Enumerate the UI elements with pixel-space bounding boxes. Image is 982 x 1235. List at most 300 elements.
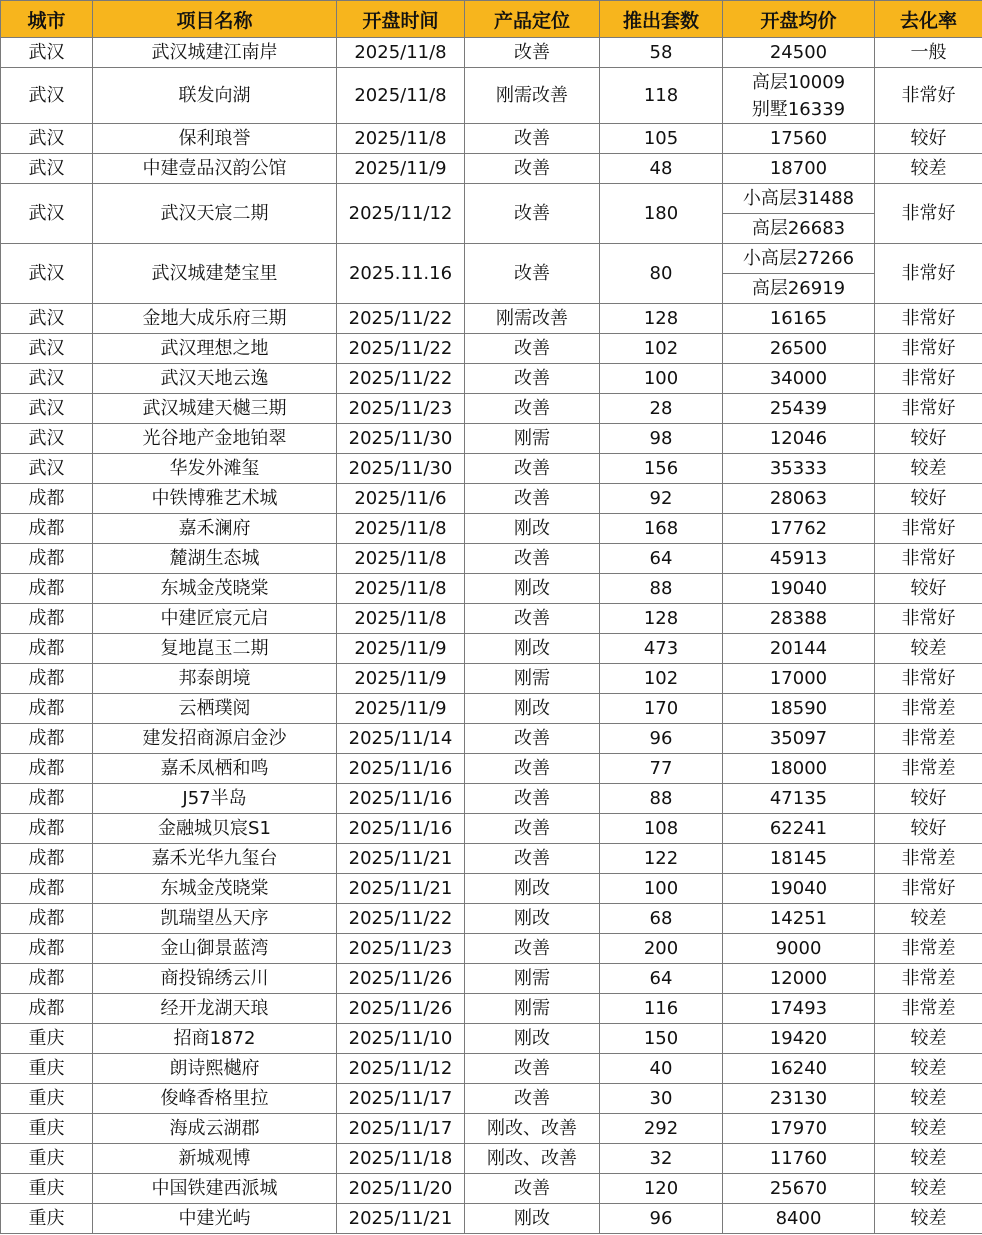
cell-sell-through: 较差 xyxy=(875,634,982,664)
table-row xyxy=(1,1204,982,1234)
cell-avg-price xyxy=(723,244,875,304)
cell-city: 武汉 xyxy=(1,154,93,184)
cell-units: 88 xyxy=(600,784,723,814)
cell-project-name: 俊峰香格里拉 xyxy=(93,1084,337,1114)
cell-units: 64 xyxy=(600,964,723,994)
cell-avg-price: 25439 xyxy=(723,394,875,424)
price-line: 小高层27266 xyxy=(723,244,874,274)
cell-project-name: 金地大成乐府三期 xyxy=(93,304,337,334)
cell-sell-through: 较差 xyxy=(875,1174,982,1204)
cell-project-name: 光谷地产金地铂翠 xyxy=(93,424,337,454)
cell-project-name: 海成云湖郡 xyxy=(93,1114,337,1144)
cell-project-name: 联发向湖 xyxy=(93,68,337,124)
cell-units: 150 xyxy=(600,1024,723,1054)
cell-units: 100 xyxy=(600,364,723,394)
cell-units: 96 xyxy=(600,1204,723,1234)
cell-units: 168 xyxy=(600,514,723,544)
cell-project-name: 招商1872 xyxy=(93,1024,337,1054)
cell-units: 40 xyxy=(600,1054,723,1084)
cell-sell-through: 较好 xyxy=(875,784,982,814)
cell-avg-price: 18145 xyxy=(723,844,875,874)
cell-units: 68 xyxy=(600,904,723,934)
table-row xyxy=(1,634,982,664)
cell-project-name: 华发外滩玺 xyxy=(93,454,337,484)
cell-avg-price: 18700 xyxy=(723,154,875,184)
cell-city: 重庆 xyxy=(1,1174,93,1204)
cell-product-type: 改善 xyxy=(465,754,600,784)
cell-units: 108 xyxy=(600,814,723,844)
cell-open-date: 2025/11/12 xyxy=(337,1054,465,1084)
cell-avg-price: 26500 xyxy=(723,334,875,364)
cell-product-type: 改善 xyxy=(465,724,600,754)
cell-city: 成都 xyxy=(1,814,93,844)
cell-units: 64 xyxy=(600,544,723,574)
cell-project-name: 中国铁建西派城 xyxy=(93,1174,337,1204)
cell-city: 成都 xyxy=(1,874,93,904)
cell-open-date: 2025/11/23 xyxy=(337,934,465,964)
cell-open-date: 2025/11/9 xyxy=(337,154,465,184)
table-row xyxy=(1,1024,982,1054)
header-city: 城市 xyxy=(1,1,93,38)
cell-product-type: 改善 xyxy=(465,844,600,874)
cell-sell-through: 非常好 xyxy=(875,304,982,334)
table-row xyxy=(1,814,982,844)
cell-city: 成都 xyxy=(1,514,93,544)
table-row xyxy=(1,454,982,484)
price-line: 高层10009 xyxy=(751,71,846,93)
cell-product-type: 刚改 xyxy=(465,514,600,544)
cell-avg-price: 12000 xyxy=(723,964,875,994)
cell-sell-through: 较差 xyxy=(875,1114,982,1144)
cell-sell-through: 非常好 xyxy=(875,68,982,124)
cell-city: 成都 xyxy=(1,964,93,994)
cell-sell-through: 较差 xyxy=(875,1144,982,1174)
cell-avg-price xyxy=(723,68,875,124)
table-row xyxy=(1,1054,982,1084)
cell-sell-through: 非常差 xyxy=(875,754,982,784)
cell-open-date: 2025/11/17 xyxy=(337,1084,465,1114)
cell-sell-through: 非常好 xyxy=(875,544,982,574)
cell-project-name: 东城金茂晓棠 xyxy=(93,574,337,604)
cell-avg-price: 18000 xyxy=(723,754,875,784)
cell-city: 成都 xyxy=(1,724,93,754)
cell-project-name: 嘉禾凤栖和鸣 xyxy=(93,754,337,784)
cell-product-type: 刚改 xyxy=(465,874,600,904)
table-row xyxy=(1,604,982,634)
table-row xyxy=(1,304,982,334)
cell-product-type: 改善 xyxy=(465,604,600,634)
cell-sell-through: 非常差 xyxy=(875,844,982,874)
cell-sell-through: 较差 xyxy=(875,904,982,934)
cell-avg-price: 24500 xyxy=(723,38,875,68)
cell-units: 180 xyxy=(600,184,723,244)
cell-product-type: 改善 xyxy=(465,814,600,844)
cell-city: 武汉 xyxy=(1,124,93,154)
cell-sell-through: 非常好 xyxy=(875,874,982,904)
cell-city: 成都 xyxy=(1,574,93,604)
cell-avg-price: 28388 xyxy=(723,604,875,634)
cell-avg-price: 28063 xyxy=(723,484,875,514)
cell-sell-through: 较好 xyxy=(875,424,982,454)
cell-open-date: 2025/11/22 xyxy=(337,904,465,934)
cell-avg-price: 23130 xyxy=(723,1084,875,1114)
cell-product-type: 刚改 xyxy=(465,904,600,934)
cell-units: 105 xyxy=(600,124,723,154)
cell-sell-through: 较好 xyxy=(875,124,982,154)
cell-product-type: 刚需改善 xyxy=(465,68,600,124)
cell-city: 成都 xyxy=(1,934,93,964)
cell-units: 118 xyxy=(600,68,723,124)
cell-project-name: 武汉天地云逸 xyxy=(93,364,337,394)
cell-avg-price: 45913 xyxy=(723,544,875,574)
cell-product-type: 刚改 xyxy=(465,634,600,664)
table-row xyxy=(1,394,982,424)
header-avg-price: 开盘均价 xyxy=(723,1,875,38)
cell-city: 武汉 xyxy=(1,424,93,454)
cell-units: 96 xyxy=(600,724,723,754)
cell-project-name: 保利琅誉 xyxy=(93,124,337,154)
cell-units: 58 xyxy=(600,38,723,68)
cell-city: 成都 xyxy=(1,664,93,694)
table-row xyxy=(1,364,982,394)
cell-open-date: 2025/11/8 xyxy=(337,38,465,68)
price-line: 高层26919 xyxy=(751,278,846,299)
cell-units: 77 xyxy=(600,754,723,784)
cell-avg-price: 34000 xyxy=(723,364,875,394)
cell-avg-price: 25670 xyxy=(723,1174,875,1204)
cell-project-name: 武汉理想之地 xyxy=(93,334,337,364)
cell-open-date: 2025/11/8 xyxy=(337,514,465,544)
cell-avg-price: 20144 xyxy=(723,634,875,664)
cell-units: 102 xyxy=(600,334,723,364)
cell-open-date: 2025/11/21 xyxy=(337,1204,465,1234)
cell-open-date: 2025/11/20 xyxy=(337,1174,465,1204)
cell-city: 重庆 xyxy=(1,1054,93,1084)
price-line: 高层26683 xyxy=(751,218,846,239)
cell-avg-price: 16165 xyxy=(723,304,875,334)
cell-units: 98 xyxy=(600,424,723,454)
cell-open-date: 2025/11/16 xyxy=(337,814,465,844)
cell-project-name: 商投锦绣云川 xyxy=(93,964,337,994)
cell-avg-price: 9000 xyxy=(723,934,875,964)
cell-sell-through: 较差 xyxy=(875,454,982,484)
cell-sell-through: 非常好 xyxy=(875,664,982,694)
cell-project-name: 复地崑玉二期 xyxy=(93,634,337,664)
table-row xyxy=(1,334,982,364)
cell-open-date: 2025/11/30 xyxy=(337,424,465,454)
price-line: 小高层31488 xyxy=(723,184,874,214)
cell-open-date: 2025/11/17 xyxy=(337,1114,465,1144)
cell-product-type: 刚改 xyxy=(465,1204,600,1234)
cell-units: 200 xyxy=(600,934,723,964)
table-row xyxy=(1,964,982,994)
table-row xyxy=(1,754,982,784)
cell-open-date: 2025/11/21 xyxy=(337,844,465,874)
table-row xyxy=(1,1084,982,1114)
cell-city: 武汉 xyxy=(1,244,93,304)
cell-project-name: 凯瑞望丛天序 xyxy=(93,904,337,934)
cell-product-type: 改善 xyxy=(465,364,600,394)
table-row xyxy=(1,694,982,724)
table-row xyxy=(1,244,982,304)
cell-units: 102 xyxy=(600,664,723,694)
table-row xyxy=(1,934,982,964)
cell-product-type: 改善 xyxy=(465,934,600,964)
header-open-date: 开盘时间 xyxy=(337,1,465,38)
cell-open-date: 2025/11/30 xyxy=(337,454,465,484)
cell-city: 成都 xyxy=(1,904,93,934)
cell-open-date: 2025/11/9 xyxy=(337,694,465,724)
cell-city: 武汉 xyxy=(1,184,93,244)
cell-product-type: 改善 xyxy=(465,244,600,304)
cell-open-date: 2025/11/12 xyxy=(337,184,465,244)
cell-avg-price: 17762 xyxy=(723,514,875,544)
cell-open-date: 2025/11/18 xyxy=(337,1144,465,1174)
cell-product-type: 改善 xyxy=(465,154,600,184)
cell-open-date: 2025/11/26 xyxy=(337,964,465,994)
cell-city: 成都 xyxy=(1,994,93,1024)
cell-avg-price: 19420 xyxy=(723,1024,875,1054)
cell-product-type: 改善 xyxy=(465,394,600,424)
cell-city: 成都 xyxy=(1,844,93,874)
cell-units: 32 xyxy=(600,1144,723,1174)
header-units: 推出套数 xyxy=(600,1,723,38)
cell-product-type: 刚改、改善 xyxy=(465,1114,600,1144)
cell-sell-through: 非常好 xyxy=(875,334,982,364)
cell-project-name: 东城金茂晓棠 xyxy=(93,874,337,904)
cell-project-name: 中建匠宸元启 xyxy=(93,604,337,634)
table-row xyxy=(1,1114,982,1144)
table-row xyxy=(1,784,982,814)
cell-sell-through: 较好 xyxy=(875,814,982,844)
cell-project-name: 云栖璞阅 xyxy=(93,694,337,724)
cell-sell-through: 非常好 xyxy=(875,604,982,634)
cell-product-type: 改善 xyxy=(465,784,600,814)
cell-sell-through: 非常好 xyxy=(875,394,982,424)
cell-sell-through: 非常差 xyxy=(875,994,982,1024)
cell-units: 92 xyxy=(600,484,723,514)
cell-product-type: 改善 xyxy=(465,184,600,244)
cell-sell-through: 非常好 xyxy=(875,184,982,244)
table-row xyxy=(1,424,982,454)
cell-avg-price: 17493 xyxy=(723,994,875,1024)
cell-city: 成都 xyxy=(1,754,93,784)
cell-sell-through: 非常差 xyxy=(875,964,982,994)
cell-open-date: 2025/11/22 xyxy=(337,334,465,364)
table-row xyxy=(1,664,982,694)
cell-avg-price: 12046 xyxy=(723,424,875,454)
cell-avg-price: 17970 xyxy=(723,1114,875,1144)
cell-avg-price: 19040 xyxy=(723,574,875,604)
cell-city: 重庆 xyxy=(1,1144,93,1174)
cell-product-type: 改善 xyxy=(465,38,600,68)
cell-city: 成都 xyxy=(1,784,93,814)
table-header-row xyxy=(1,1,982,38)
cell-project-name: 武汉城建天樾三期 xyxy=(93,394,337,424)
table-row xyxy=(1,574,982,604)
cell-city: 武汉 xyxy=(1,394,93,424)
cell-avg-price: 35097 xyxy=(723,724,875,754)
cell-city: 成都 xyxy=(1,634,93,664)
cell-open-date: 2025/11/6 xyxy=(337,484,465,514)
table-row xyxy=(1,994,982,1024)
cell-units: 48 xyxy=(600,154,723,184)
cell-units: 100 xyxy=(600,874,723,904)
header-project-name: 项目名称 xyxy=(93,1,337,38)
header-product-type: 产品定位 xyxy=(465,1,600,38)
cell-avg-price: 18590 xyxy=(723,694,875,724)
cell-city: 武汉 xyxy=(1,364,93,394)
cell-product-type: 刚改 xyxy=(465,694,600,724)
cell-project-name: 金山御景蓝湾 xyxy=(93,934,337,964)
cell-project-name: 金融城贝宸S1 xyxy=(93,814,337,844)
cell-units: 292 xyxy=(600,1114,723,1144)
cell-sell-through: 较好 xyxy=(875,574,982,604)
table-row xyxy=(1,154,982,184)
cell-project-name: 嘉禾澜府 xyxy=(93,514,337,544)
cell-product-type: 刚改 xyxy=(465,1024,600,1054)
table-body xyxy=(1,38,982,1234)
cell-city: 成都 xyxy=(1,694,93,724)
cell-open-date: 2025.11.16 xyxy=(337,244,465,304)
cell-open-date: 2025/11/23 xyxy=(337,394,465,424)
table-row xyxy=(1,68,982,124)
cell-project-name: 嘉禾光华九玺台 xyxy=(93,844,337,874)
cell-units: 30 xyxy=(600,1084,723,1114)
cell-open-date: 2025/11/8 xyxy=(337,68,465,124)
cell-sell-through: 非常差 xyxy=(875,694,982,724)
cell-product-type: 刚需 xyxy=(465,964,600,994)
cell-open-date: 2025/11/22 xyxy=(337,364,465,394)
cell-project-name: 武汉城建楚宝里 xyxy=(93,244,337,304)
cell-open-date: 2025/11/26 xyxy=(337,994,465,1024)
cell-project-name: 新城观博 xyxy=(93,1144,337,1174)
cell-avg-price: 62241 xyxy=(723,814,875,844)
cell-units: 128 xyxy=(600,604,723,634)
cell-open-date: 2025/11/21 xyxy=(337,874,465,904)
cell-product-type: 刚改、改善 xyxy=(465,1144,600,1174)
cell-sell-through: 较好 xyxy=(875,484,982,514)
cell-avg-price: 8400 xyxy=(723,1204,875,1234)
cell-city: 武汉 xyxy=(1,454,93,484)
cell-open-date: 2025/11/8 xyxy=(337,544,465,574)
cell-units: 473 xyxy=(600,634,723,664)
cell-project-name: 武汉天宸二期 xyxy=(93,184,337,244)
cell-product-type: 改善 xyxy=(465,484,600,514)
cell-units: 156 xyxy=(600,454,723,484)
table-row xyxy=(1,38,982,68)
cell-open-date: 2025/11/16 xyxy=(337,784,465,814)
cell-project-name: 朗诗熙樾府 xyxy=(93,1054,337,1084)
cell-open-date: 2025/11/9 xyxy=(337,664,465,694)
cell-open-date: 2025/11/10 xyxy=(337,1024,465,1054)
cell-product-type: 刚需 xyxy=(465,424,600,454)
cell-avg-price: 19040 xyxy=(723,874,875,904)
cell-project-name: 武汉城建江南岸 xyxy=(93,38,337,68)
table-row xyxy=(1,544,982,574)
cell-units: 88 xyxy=(600,574,723,604)
cell-sell-through: 较差 xyxy=(875,154,982,184)
cell-product-type: 刚需改善 xyxy=(465,304,600,334)
cell-units: 122 xyxy=(600,844,723,874)
table-row xyxy=(1,124,982,154)
cell-project-name: 麓湖生态城 xyxy=(93,544,337,574)
cell-units: 120 xyxy=(600,1174,723,1204)
cell-sell-through: 较差 xyxy=(875,1084,982,1114)
cell-city: 武汉 xyxy=(1,38,93,68)
cell-city: 重庆 xyxy=(1,1024,93,1054)
cell-open-date: 2025/11/8 xyxy=(337,604,465,634)
table-row xyxy=(1,844,982,874)
cell-sell-through: 非常差 xyxy=(875,934,982,964)
header-sell-through: 去化率 xyxy=(875,1,982,38)
cell-avg-price: 17000 xyxy=(723,664,875,694)
table-row xyxy=(1,1144,982,1174)
cell-units: 170 xyxy=(600,694,723,724)
cell-open-date: 2025/11/14 xyxy=(337,724,465,754)
cell-units: 28 xyxy=(600,394,723,424)
cell-product-type: 改善 xyxy=(465,1174,600,1204)
cell-avg-price: 35333 xyxy=(723,454,875,484)
table-row xyxy=(1,724,982,754)
cell-sell-through: 非常差 xyxy=(875,724,982,754)
cell-open-date: 2025/11/9 xyxy=(337,634,465,664)
cell-open-date: 2025/11/8 xyxy=(337,124,465,154)
cell-sell-through: 非常好 xyxy=(875,244,982,304)
price-line: 别墅16339 xyxy=(751,98,846,120)
cell-avg-price: 17560 xyxy=(723,124,875,154)
cell-product-type: 刚需 xyxy=(465,664,600,694)
cell-product-type: 改善 xyxy=(465,454,600,484)
cell-sell-through: 非常好 xyxy=(875,514,982,544)
table-row xyxy=(1,874,982,904)
cell-product-type: 改善 xyxy=(465,1054,600,1084)
cell-avg-price: 47135 xyxy=(723,784,875,814)
cell-city: 成都 xyxy=(1,604,93,634)
cell-open-date: 2025/11/8 xyxy=(337,574,465,604)
cell-units: 80 xyxy=(600,244,723,304)
cell-project-name: 中铁博雅艺术城 xyxy=(93,484,337,514)
cell-product-type: 改善 xyxy=(465,334,600,364)
cell-city: 重庆 xyxy=(1,1204,93,1234)
cell-city: 重庆 xyxy=(1,1084,93,1114)
cell-units: 128 xyxy=(600,304,723,334)
cell-city: 武汉 xyxy=(1,304,93,334)
cell-sell-through: 较差 xyxy=(875,1054,982,1084)
cell-sell-through: 非常好 xyxy=(875,364,982,394)
cell-project-name: 中建壹品汉韵公馆 xyxy=(93,154,337,184)
cell-product-type: 改善 xyxy=(465,1084,600,1114)
cell-product-type: 刚需 xyxy=(465,994,600,1024)
table-row xyxy=(1,904,982,934)
cell-units: 116 xyxy=(600,994,723,1024)
table-row xyxy=(1,184,982,244)
cell-open-date: 2025/11/16 xyxy=(337,754,465,784)
cell-city: 武汉 xyxy=(1,334,93,364)
table-row xyxy=(1,1174,982,1204)
cell-avg-price: 14251 xyxy=(723,904,875,934)
table-row xyxy=(1,514,982,544)
cell-city: 成都 xyxy=(1,544,93,574)
cell-avg-price: 16240 xyxy=(723,1054,875,1084)
cell-project-name: 邦泰朗境 xyxy=(93,664,337,694)
cell-city: 重庆 xyxy=(1,1114,93,1144)
cell-product-type: 刚改 xyxy=(465,574,600,604)
table-row xyxy=(1,484,982,514)
cell-avg-price xyxy=(723,184,875,244)
cell-open-date: 2025/11/22 xyxy=(337,304,465,334)
cell-sell-through: 较差 xyxy=(875,1204,982,1234)
